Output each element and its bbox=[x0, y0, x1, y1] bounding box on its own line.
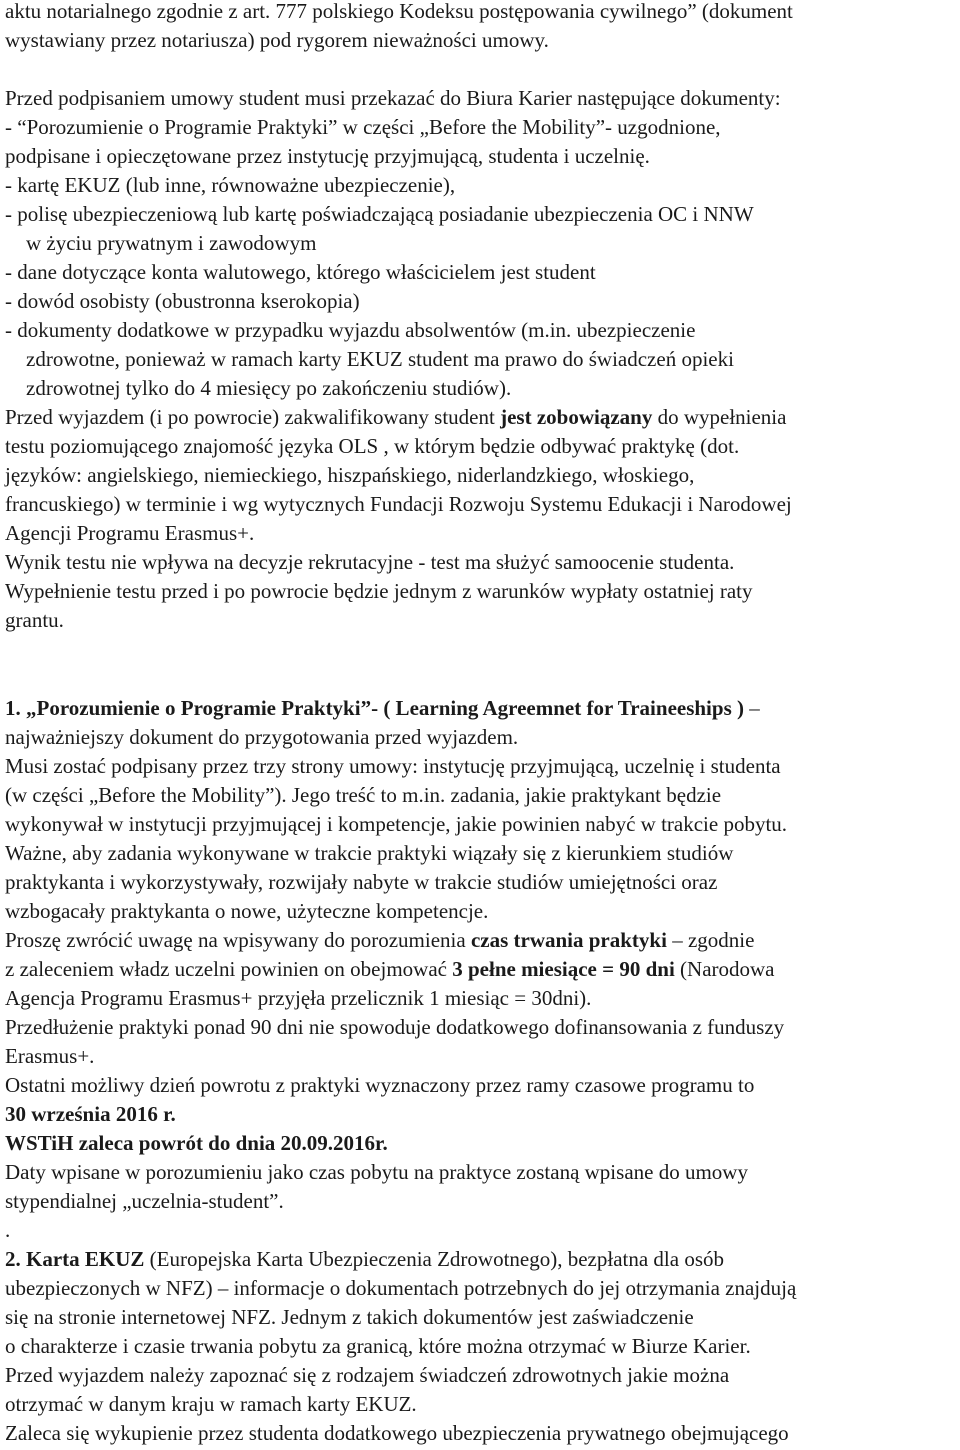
section-heading bbox=[5, 1245, 724, 1274]
text-line: się na stronie internetowej NFZ. Jednym z takich dokumentów jest zaświadczenie bbox=[5, 1305, 694, 1329]
text-line: - kartę EKUZ (lub inne, równoważne ubezpieczenie), bbox=[5, 173, 456, 197]
text-line: - dokumenty dodatkowe w przypadku wyjazdu absolwentów (m.in. ubezpieczenie bbox=[5, 318, 696, 342]
emphasis-text: czas trwania praktyki bbox=[470, 928, 667, 952]
emphasis-text: jest zobowiązany bbox=[500, 405, 653, 429]
recommended-return-date bbox=[5, 1129, 388, 1158]
text-line: Agencji Programu Erasmus+. bbox=[5, 521, 255, 545]
text-line: Daty wpisane w porozumieniu jako czas pobytu na praktyce zostaną wpisane do umowy bbox=[5, 1160, 748, 1184]
text-line: w życiu prywatnym i zawodowym bbox=[26, 231, 317, 255]
text-line: Ostatni możliwy dzień powrotu z praktyki wyznaczony przez ramy czasowe programu to bbox=[5, 1073, 755, 1097]
text-line: Zaleca się wykupienie przez studenta dodatkowego ubezpieczenia prywatnego obejmującego bbox=[5, 1421, 789, 1445]
text-line: aktu notarialnego zgodnie z art. 777 polskiego Kodeksu postępowania cywilnego” (dokument bbox=[5, 0, 793, 23]
text-line: stypendialnej „uczelnia-student”. bbox=[5, 1189, 284, 1213]
deadline-date bbox=[5, 1100, 176, 1129]
text-line: grantu. bbox=[5, 608, 64, 632]
text-run: Przed wyjazdem (i po powrocie) zakwalifikowany student bbox=[5, 405, 501, 429]
text-line: Wypełnienie testu przed i po powrocie będzie jednym z warunków wypłaty ostatniej raty bbox=[5, 579, 753, 603]
text-line: Ważne, aby zadania wykonywane w trakcie praktyki wiązały się z kierunkiem studiów bbox=[5, 841, 734, 865]
text-line: zdrowotnej tylko do 4 miesięcy po zakończeniu studiów). bbox=[26, 376, 512, 400]
text-line: wzbogacały praktykanta o nowe, użyteczne kompetencje. bbox=[5, 899, 489, 923]
text-line: Musi zostać podpisany przez trzy strony umowy: instytucję przyjmującą, uczelnię i studenta bbox=[5, 754, 781, 778]
text-line bbox=[5, 926, 754, 955]
text-line bbox=[5, 403, 786, 432]
text-run: – bbox=[744, 696, 760, 720]
text-line: . bbox=[5, 1218, 11, 1242]
text-line: Przedłużenie praktyki ponad 90 dni nie spowoduje dodatkowego dofinansowania z funduszy bbox=[5, 1015, 785, 1039]
text-line: testu poziomującego znajomość języka OLS , w którym będzie odbywać praktykę (dot. bbox=[5, 434, 740, 458]
text-run: z zaleceniem władz uczelni powinien on obejmować bbox=[5, 957, 453, 981]
text-line: ubezpieczonych w NFZ) – informacje o dokumentach potrzebnych do jej otrzymania znajdują bbox=[5, 1276, 797, 1300]
text-line: podpisane i opieczętowane przez instytucję przyjmującą, studenta i uczelnię. bbox=[5, 144, 650, 168]
text-line: Erasmus+. bbox=[5, 1044, 95, 1068]
text-line: Przed podpisaniem umowy student musi przekazać do Biura Karier następujące dokumenty: bbox=[5, 86, 781, 110]
text-line: otrzymać w danym kraju w ramach karty EKUZ. bbox=[5, 1392, 417, 1416]
emphasis-text: 3 pełne miesiące = 90 dni bbox=[452, 957, 675, 981]
emphasis-text: 30 września 2016 r. bbox=[5, 1102, 176, 1126]
text-line: Wynik testu nie wpływa na decyzje rekrutacyjne - test ma służyć samoocenie studenta. bbox=[5, 550, 735, 574]
text-line: - “Porozumienie o Programie Praktyki” w części „Before the Mobility”- uzgodnione, bbox=[5, 115, 721, 139]
section-title: 2. Karta EKUZ bbox=[5, 1247, 145, 1271]
text-line: o charakterze i czasie trwania pobytu za granicą, które można otrzymać w Biurze Karier. bbox=[5, 1334, 751, 1358]
text-run: (Narodowa bbox=[674, 957, 775, 981]
text-line: zdrowotne, ponieważ w ramach karty EKUZ student ma prawo do świadczeń opieki bbox=[26, 347, 734, 371]
text-line: najważniejszy dokument do przygotowania przed wyjazdem. bbox=[5, 725, 519, 749]
text-line: (w części „Before the Mobility”). Jego treść to m.in. zadania, jakie praktykant będzie bbox=[5, 783, 722, 807]
text-run: do wypełnienia bbox=[652, 405, 787, 429]
section-heading bbox=[5, 694, 760, 723]
text-run: (Europejska Karta Ubezpieczenia Zdrowotnego), bezpłatna dla osób bbox=[144, 1247, 725, 1271]
text-run: Proszę zwrócić uwagę na wpisywany do porozumienia bbox=[5, 928, 471, 952]
text-line: francuskiego) w terminie i wg wytycznych Fundacji Rozwoju Systemu Edukacji i Narodowej bbox=[5, 492, 792, 516]
text-line bbox=[5, 955, 775, 984]
text-line: języków: angielskiego, niemieckiego, hiszpańskiego, niderlandzkiego, włoskiego, bbox=[5, 463, 695, 487]
text-run: – zgodnie bbox=[666, 928, 755, 952]
text-line: - polisę ubezpieczeniową lub kartę poświadczającą posiadanie ubezpieczenia OC i NNW bbox=[5, 202, 754, 226]
text-line: praktykanta i wykorzystywały, rozwijały nabyte w trakcie studiów umiejętności oraz bbox=[5, 870, 718, 894]
text-line: Przed wyjazdem należy zapoznać się z rodzajem świadczeń zdrowotnych jakie można bbox=[5, 1363, 730, 1387]
text-line: wystawiany przez notariusza) pod rygorem nieważności umowy. bbox=[5, 28, 549, 52]
emphasis-text: WSTiH zaleca powrót do dnia 20.09.2016r. bbox=[5, 1131, 388, 1155]
text-line: - dane dotyczące konta walutowego, którego właścicielem jest student bbox=[5, 260, 596, 284]
text-line: - dowód osobisty (obustronna kserokopia) bbox=[5, 289, 360, 313]
text-line: Agencja Programu Erasmus+ przyjęła przelicznik 1 miesiąc = 30dni). bbox=[5, 986, 592, 1010]
section-title: 1. „Porozumienie o Programie Praktyki”- ( Learning Agreemnet for Traineeships ) bbox=[5, 696, 744, 720]
text-line: wykonywał w instytucji przyjmującej i kompetencje, jakie powinien nabyć w trakcie pobytu. bbox=[5, 812, 788, 836]
